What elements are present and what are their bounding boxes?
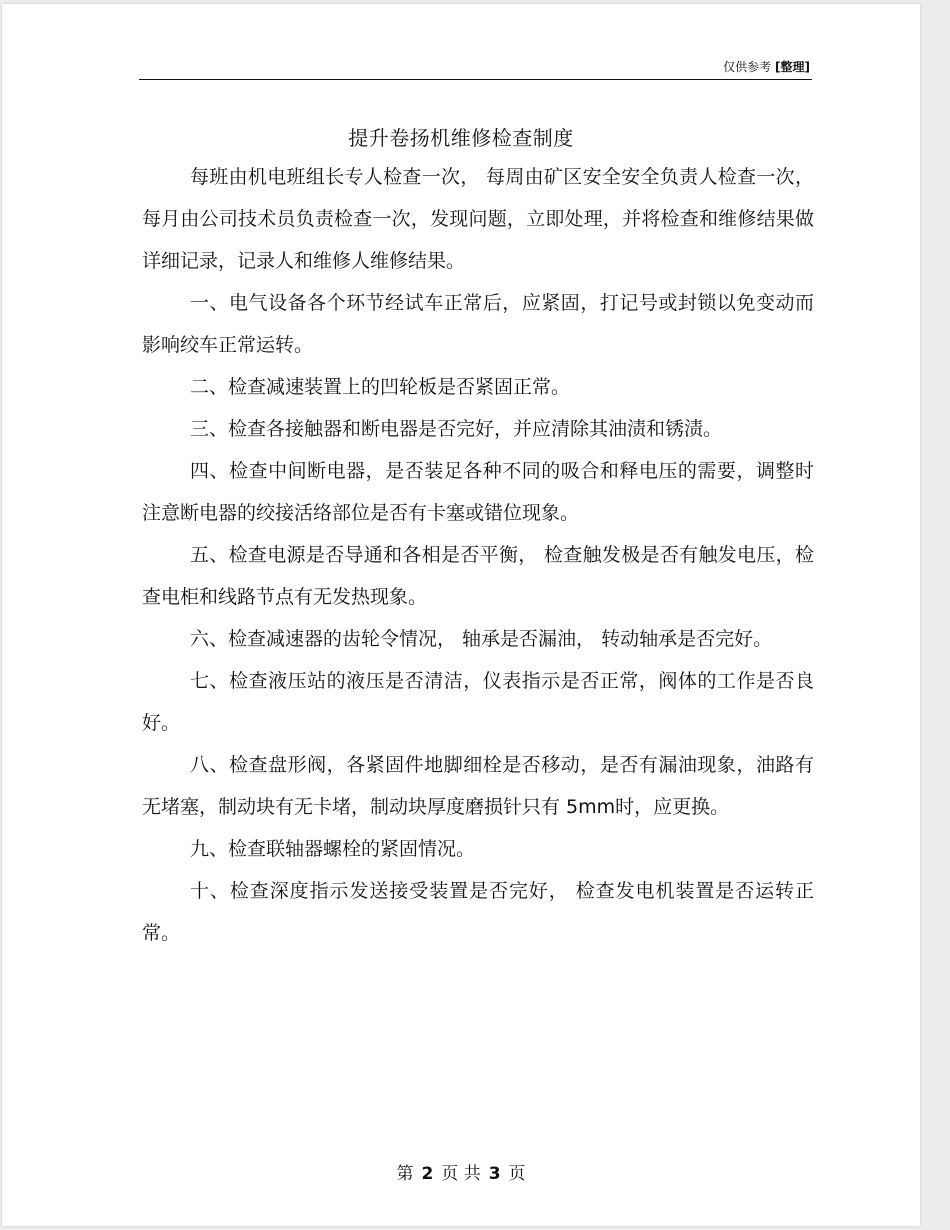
item-2: 二、检查减速装置上的凹轮板是否紧固正常。 [190,376,571,398]
header-divider [139,79,812,80]
footer-middle: 页 共 [441,1164,481,1184]
document-body [142,156,814,954]
document-page [2,4,920,1226]
item-8: 八、检查盘形阀，各紧固件地脚细栓是否移动，是否有漏油现象，油路有无堵塞，制动块有无卡堵，制动块厚度磨损针只有 5mm时，应更换。 [142,754,814,818]
page-footer [2,1159,920,1184]
item-10: 十、检查深度指示发送接受装置是否完好， 检查发电机装置是否运转正常。 [142,880,814,944]
item-5: 五、检查电源是否导通和各相是否平衡， 检查触发极是否有触发电压，检查电柜和线路节点有无发热现象。 [142,544,814,608]
header-bracket-label: [整理] [775,60,810,74]
header-note [723,58,810,75]
item-9: 九、检查联轴器螺栓的紧固情况。 [190,838,476,860]
footer-current-page: 2 [421,1164,434,1184]
item-3: 三、检查各接触器和断电器是否完好，并应清除其油渍和锈渍。 [190,418,723,440]
document-title: 提升卷扬机维修检查制度 [348,126,574,150]
item-7: 七、检查液压站的液压是否清洁，仪表指示是否正常，阀体的工作是否良好。 [142,670,814,734]
item-6: 六、检查减速器的齿轮令情况， 轴承是否漏油， 转动轴承是否完好。 [190,628,773,650]
footer-prefix: 第 [396,1164,414,1184]
header-note-text: 仅供参考 [723,60,772,74]
footer-total-pages: 3 [488,1164,501,1184]
item-4: 四、检查中间断电器，是否装足各种不同的吸合和释电压的需要，调整时注意断电器的绞接活络部位是否有卡塞或错位现象。 [142,460,814,524]
item-1: 一、电气设备各个环节经试车正常后，应紧固，打记号或封锁以免变动而影响绞车正常运转。 [142,292,814,356]
footer-suffix: 页 [508,1164,526,1184]
intro-paragraph: 每班由机电班组长专人检查一次， 每周由矿区安全安全负责人检查一次，每月由公司技术员负责检查一次，发现问题，立即处理，并将检查和维修结果做详细记录，记录人和维修人维修结果。 [142,166,814,272]
